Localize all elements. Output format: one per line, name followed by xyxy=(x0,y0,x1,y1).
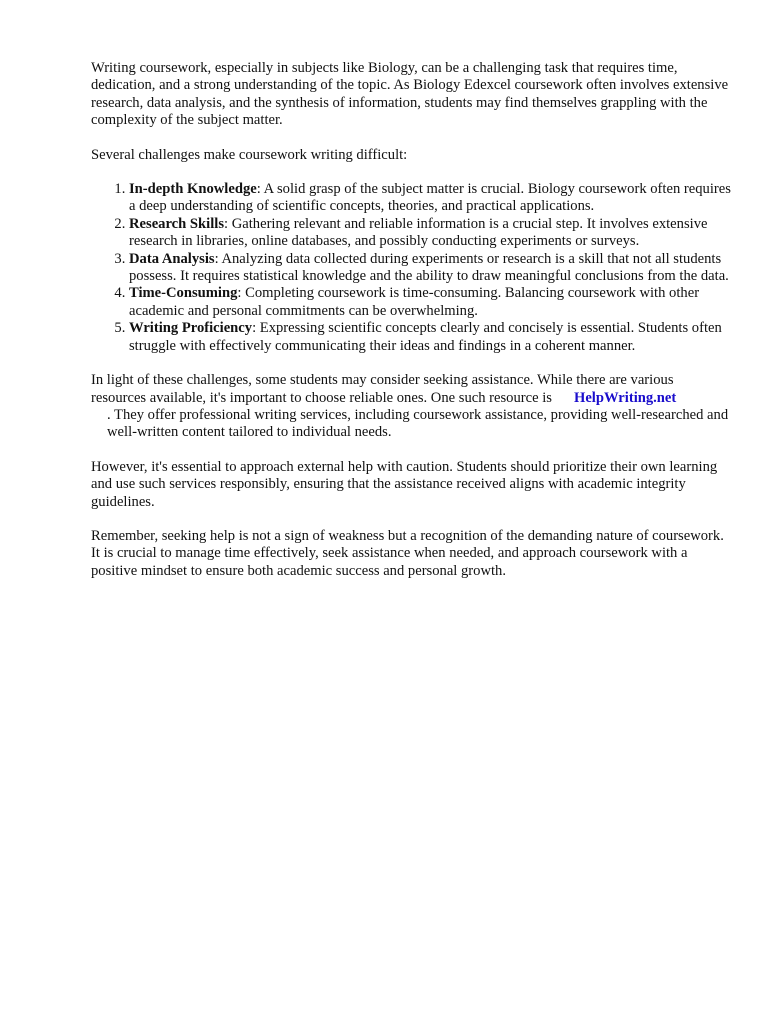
list-item-term: Data Analysis xyxy=(129,250,215,267)
list-item xyxy=(129,251,731,286)
caution-paragraph: However, it's essential to approach external help with caution. Students should prioritize their own learning and use such services responsibly, ensuring that the assistance received aligns with academic integrity guidelines. xyxy=(91,458,718,510)
list-item xyxy=(129,216,731,251)
helpwriting-link[interactable]: HelpWriting.net xyxy=(573,389,677,406)
intro-paragraph: Writing coursework, especially in subjects like Biology, can be a challenging task that requires time, dedication, and a strong understanding of the topic. As Biology Edexcel coursework often involves extensive research, data analysis, and the synthesis of information, students may find themselves grappling with the complexity of the subject matter. xyxy=(91,60,729,129)
closing-paragraph: Remember, seeking help is not a sign of weakness but a recognition of the demanding nature of coursework. It is crucial to manage time effectively, seek assistance when needed, and approach coursework with a positive mindset to ensure both academic success and personal growth. xyxy=(91,527,724,579)
help-paragraph xyxy=(91,372,731,442)
help-text-after-link: . They offer professional writing services, including coursework assistance, providing well-researched and well-written content tailored to individual needs. xyxy=(107,406,729,441)
list-item-text: : A solid grasp of the subject matter is crucial. Biology coursework often requires a deep understanding of scientific concepts, theories, and practical applications. xyxy=(129,181,731,215)
list-item-text: : Gathering relevant and reliable information is a crucial step. It involves extensive research in libraries, online databases, and possibly conducting experiments or surveys. xyxy=(129,215,708,250)
list-item xyxy=(129,320,731,355)
list-item xyxy=(129,285,731,320)
document-page xyxy=(91,60,731,597)
list-item-term: In-depth Knowledge xyxy=(129,181,257,198)
challenges-list xyxy=(91,181,731,355)
challenges-lead-paragraph: Several challenges make coursework writing difficult: xyxy=(91,146,408,163)
list-item-term: Writing Proficiency xyxy=(129,320,253,337)
list-item xyxy=(129,181,731,216)
list-item-text: : Completing coursework is time-consuming. Balancing coursework with other academic and personal commitments can be overwhelming. xyxy=(129,285,700,319)
list-item-text: : Analyzing data collected during experiments or research is a skill that not all students possess. It requires statistical knowledge and the ability to draw meaningful conclusions from the data. xyxy=(129,250,729,285)
list-item-text: : Expressing scientific concepts clearly and concisely is essential. Students often struggle with effectively communicating their ideas and findings in a coherent manner. xyxy=(129,320,722,354)
list-item-term: Time-Consuming xyxy=(129,285,238,302)
list-item-term: Research Skills xyxy=(129,215,225,232)
help-text-before-link: In light of these challenges, some students may consider seeking assistance. While there are various resources available, it's important to choose reliable ones. One such resource is xyxy=(91,372,674,406)
